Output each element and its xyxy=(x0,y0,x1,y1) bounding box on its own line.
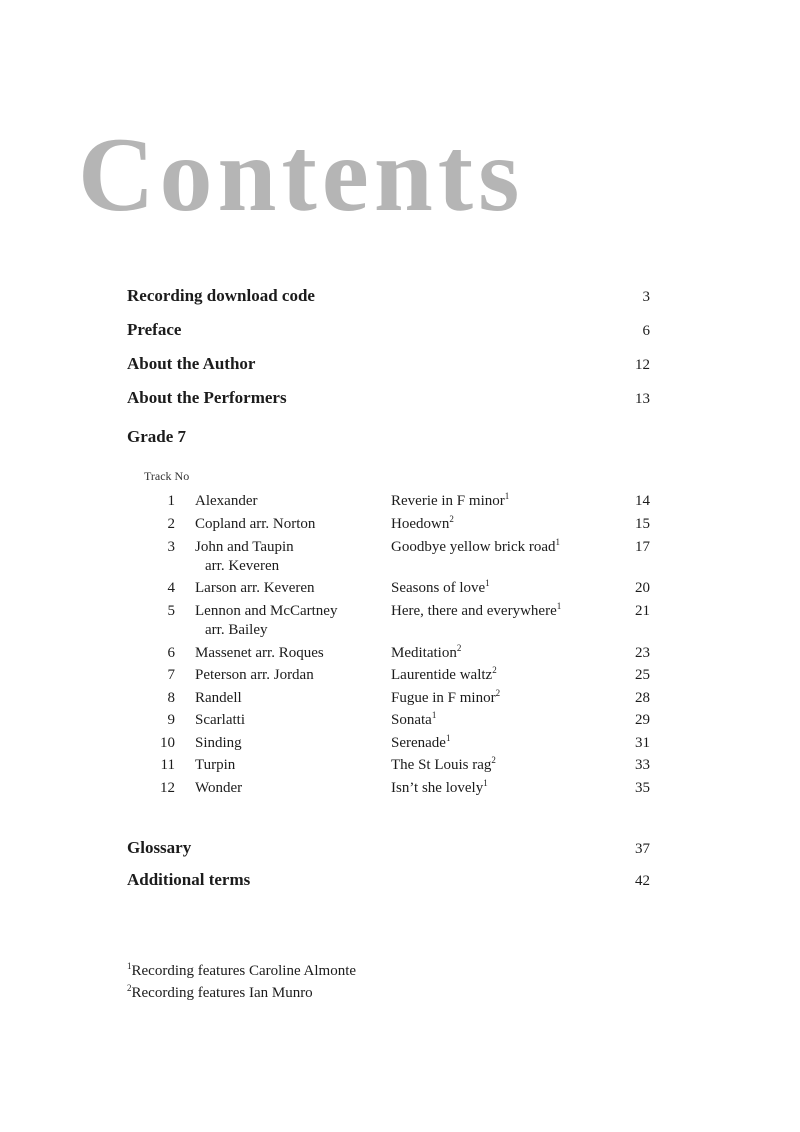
track-page: 33 xyxy=(635,757,650,773)
track-page: 35 xyxy=(635,780,650,796)
track-row[interactable] xyxy=(0,712,800,732)
footnote-mark: 2 xyxy=(127,983,132,993)
track-number: 1 xyxy=(167,493,175,509)
track-composer: Larson arr. Keveren xyxy=(195,580,315,596)
toc-entry-title: About the Performers xyxy=(127,388,287,407)
track-piece-title: Meditation xyxy=(391,645,457,661)
footnote xyxy=(127,963,356,980)
footnote-marker: 2 xyxy=(495,688,501,698)
track-composer: John and Taupin xyxy=(195,539,294,555)
track-piece-title: Fugue in F minor xyxy=(391,690,496,706)
track-row[interactable] xyxy=(0,493,800,513)
track-page: 17 xyxy=(635,539,650,555)
track-piece-title: Serenade xyxy=(391,735,446,751)
track-number: 6 xyxy=(167,645,175,661)
track-piece-title: Isn’t she lovely xyxy=(391,780,484,796)
track-number-header: Track No xyxy=(144,469,190,483)
footnote-marker: 2 xyxy=(492,665,497,675)
track-piece-title: Laurentide waltz xyxy=(391,667,493,683)
toc-entry-title: Preface xyxy=(127,320,182,339)
track-piece xyxy=(391,645,461,662)
footnote-marker: 1 xyxy=(485,578,490,588)
track-composer: Lennon and McCartney xyxy=(195,603,338,619)
track-page: 21 xyxy=(635,603,650,619)
track-piece xyxy=(391,539,560,556)
grade-heading: Grade 7 xyxy=(127,427,187,446)
track-piece xyxy=(391,690,500,707)
track-composer: Scarlatti xyxy=(195,712,245,728)
track-row[interactable] xyxy=(0,667,800,687)
track-piece xyxy=(391,757,496,774)
track-row[interactable] xyxy=(0,757,800,777)
track-number: 12 xyxy=(160,780,175,796)
track-composer: Randell xyxy=(195,690,242,706)
track-number: 2 xyxy=(167,516,175,532)
track-composer: Alexander xyxy=(195,493,258,509)
track-row[interactable] xyxy=(0,735,800,755)
track-piece xyxy=(391,493,509,510)
toc-entry-additional-terms[interactable] xyxy=(127,870,650,894)
track-piece-title: Sonata xyxy=(391,712,432,728)
toc-entry-recording-download-code[interactable] xyxy=(127,286,650,310)
toc-entry-page: 42 xyxy=(635,873,650,889)
track-page: 23 xyxy=(635,645,650,661)
track-composer: Turpin xyxy=(195,757,236,773)
toc-entry-title: Recording download code xyxy=(127,286,315,305)
track-piece xyxy=(391,603,561,620)
track-piece-title: The St Louis rag xyxy=(391,757,492,773)
track-number: 7 xyxy=(167,667,175,683)
footnote-text: Recording features Ian Munro xyxy=(131,985,313,1001)
toc-entry-page: 6 xyxy=(642,323,650,339)
track-piece-title: Reverie in F minor xyxy=(391,493,505,509)
track-piece xyxy=(391,580,490,597)
track-page: 20 xyxy=(635,580,650,596)
track-number: 8 xyxy=(167,690,175,706)
footnote-marker: 1 xyxy=(556,601,562,611)
toc-entry-page: 3 xyxy=(642,289,650,305)
track-page: 15 xyxy=(635,516,650,532)
track-composer: Sinding xyxy=(195,735,242,751)
track-number: 5 xyxy=(167,603,175,619)
footnote-marker: 2 xyxy=(449,514,454,524)
toc-entry-glossary[interactable] xyxy=(127,838,650,862)
track-piece-title: Seasons of love xyxy=(391,580,486,596)
toc-entry-title: Glossary xyxy=(127,838,192,857)
track-row[interactable] xyxy=(0,645,800,665)
track-page: 14 xyxy=(635,493,650,509)
page-title: Contents xyxy=(78,116,525,233)
track-piece xyxy=(391,516,454,533)
footnote xyxy=(127,985,313,1002)
track-composer: Wonder xyxy=(195,780,243,796)
toc-entry-page: 13 xyxy=(635,391,650,407)
track-piece-title: Hoedown xyxy=(391,516,450,532)
footnote-mark: 1 xyxy=(127,961,132,971)
track-number: 10 xyxy=(160,735,175,751)
track-page: 25 xyxy=(635,667,650,683)
track-composer: Peterson arr. Jordan xyxy=(195,667,314,683)
track-row[interactable] xyxy=(0,537,800,574)
track-row[interactable] xyxy=(0,780,800,800)
track-page: 29 xyxy=(635,712,650,728)
footnote-marker: 1 xyxy=(504,491,510,501)
track-number: 9 xyxy=(167,712,175,728)
track-piece-title: Goodbye yellow brick road xyxy=(391,539,556,555)
toc-entry-page: 12 xyxy=(635,357,650,373)
toc-entry-about-the-author[interactable] xyxy=(127,354,650,378)
footnote-marker: 2 xyxy=(456,643,462,653)
track-row[interactable] xyxy=(0,690,800,710)
track-row[interactable] xyxy=(0,601,800,638)
toc-entry-title: About the Author xyxy=(127,354,256,373)
toc-entry-preface[interactable] xyxy=(127,320,650,344)
track-number: 3 xyxy=(167,539,175,555)
footnote-text: Recording features Caroline Almonte xyxy=(131,963,357,979)
track-composer-continued: arr. Bailey xyxy=(205,622,268,638)
track-page: 31 xyxy=(635,735,650,751)
footnote-marker: 1 xyxy=(431,710,437,720)
track-composer: Copland arr. Norton xyxy=(195,516,316,532)
track-number: 4 xyxy=(167,580,175,596)
track-number: 11 xyxy=(160,757,175,773)
track-piece xyxy=(391,780,488,797)
track-composer: Massenet arr. Roques xyxy=(195,645,324,661)
toc-entry-page: 37 xyxy=(635,841,650,857)
track-page: 28 xyxy=(635,690,650,706)
track-row[interactable] xyxy=(0,580,800,600)
track-piece xyxy=(391,712,436,729)
footnote-marker: 2 xyxy=(491,755,496,765)
footnote-marker: 1 xyxy=(555,537,561,547)
footnote-marker: 1 xyxy=(445,733,451,743)
track-piece-title: Here, there and everywhere xyxy=(391,603,557,619)
track-row[interactable] xyxy=(0,516,800,536)
toc-entry-about-the-performers[interactable] xyxy=(127,388,650,412)
track-piece xyxy=(391,667,497,684)
footnote-marker: 1 xyxy=(483,778,488,788)
toc-entry-title: Additional terms xyxy=(127,870,251,889)
track-piece xyxy=(391,735,450,752)
track-composer-continued: arr. Keveren xyxy=(205,558,280,574)
